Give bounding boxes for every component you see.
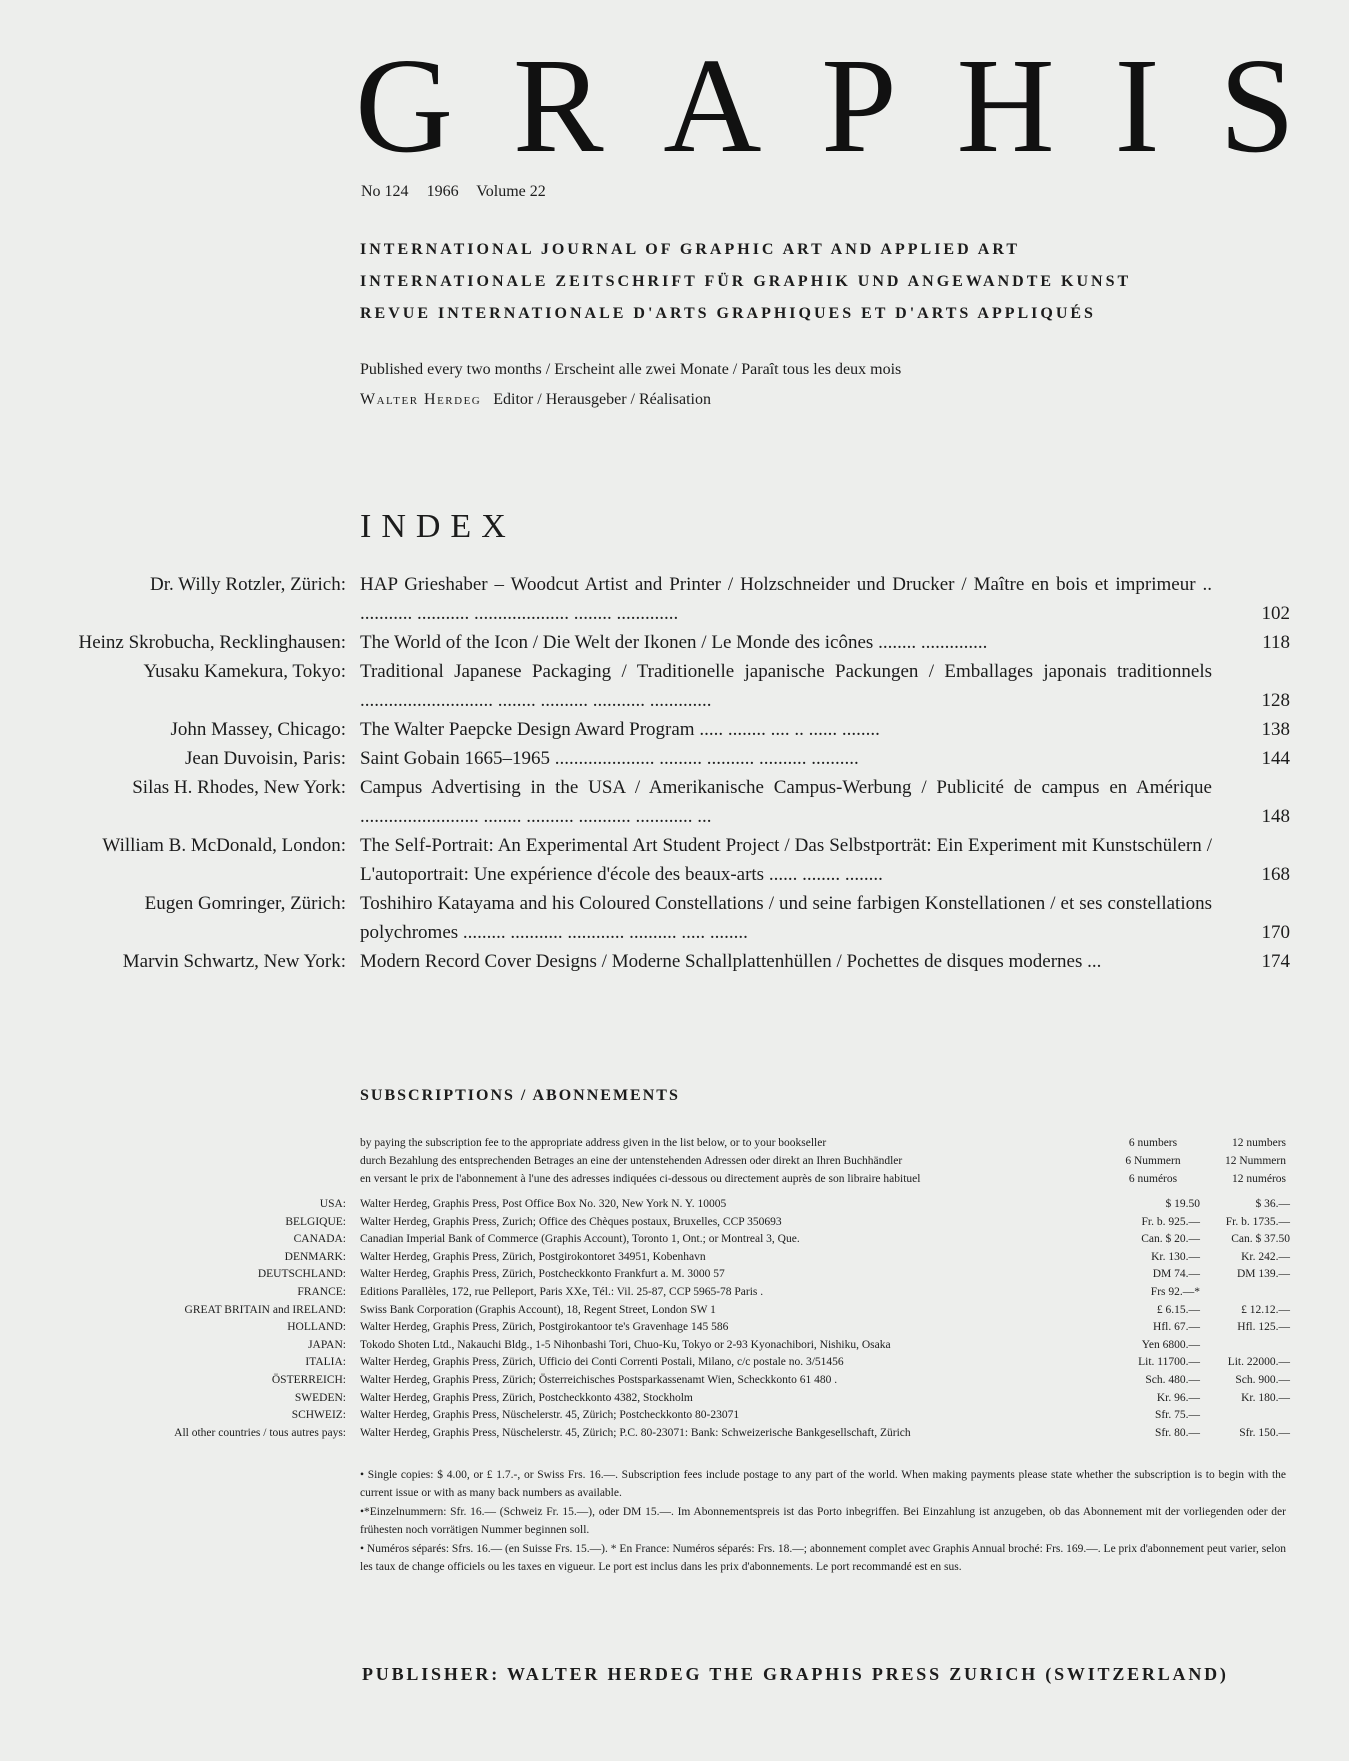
entry-page: 138 <box>1261 719 1290 740</box>
entry-page: 144 <box>1261 748 1290 769</box>
entry-page: 170 <box>1261 922 1290 943</box>
subscriptions-heading: SUBSCRIPTIONS / ABONNEMENTS <box>360 1087 680 1104</box>
subtitle-french: REVUE INTERNATIONALE D'ARTS GRAPHIQUES ET D'ARTS APPLIQUÉS <box>360 305 1096 322</box>
price-6-issues: Fr. b. 925.— <box>1141 1215 1200 1228</box>
publication-frequency: Published every two months / Erscheint alle zwei Monate / Paraît tous les deux mois <box>360 361 902 378</box>
note-german: •*Einzelnummern: Sfr. 16.— (Schweiz Fr. 15.—), oder DM 15.—. Im Abonnementspreis ist das Porto inbegriffen. Bei Einzahlung ist anzugeben, ob das Abonnement mit der vorliegenden oder der frühesten noch vorrätigen Nummer beginnen soll. <box>360 1506 1286 1536</box>
country-label: FRANCE: <box>297 1285 346 1298</box>
entry-author: Eugen Gomringer, Zürich: <box>144 893 346 914</box>
subscriptions-intro <box>360 1134 1290 1188</box>
intro-line <box>360 1170 1290 1188</box>
index-entry <box>0 715 1290 744</box>
entry-page: 118 <box>1262 632 1290 653</box>
price-12-issues: Sch. 900.— <box>1235 1373 1290 1386</box>
country-label: All other countries / tous autres pays: <box>174 1426 346 1439</box>
country-label: SWEDEN: <box>294 1391 346 1404</box>
intro-col-12: 12 Nummern <box>1224 1155 1286 1167</box>
subtitle-german: INTERNATIONALE ZEITSCHRIFT FÜR GRAPHIK UND ANGEWANDTE KUNST <box>360 273 1132 290</box>
entry-title: HAP Grieshaber – Woodcut Artist and Printer / Holzschneider und Drucker / Maître en bois et imprimeur .. ........... ........... .................... ........ ............. <box>360 574 1212 624</box>
price-6-issues: Hfl. 67.— <box>1153 1321 1200 1334</box>
subscription-address: Editions Parallèles, 172, rue Pelleport, Paris XXe, Tél.: Vil. 25-87, CCP 5965-78 Paris . <box>360 1285 764 1298</box>
entry-page: 174 <box>1261 951 1290 972</box>
subscription-address: Canadian Imperial Bank of Commerce (Graphis Account), Toronto 1, Ont.; or Montreal 3, Que. <box>360 1233 800 1246</box>
country-label: ÖSTERREICH: <box>271 1373 346 1386</box>
intro-text: by paying the subscription fee to the appropriate address given in the list below, or to your bookseller <box>360 1137 827 1149</box>
entry-page: 128 <box>1261 690 1290 711</box>
intro-text: en versant le prix de l'abonnement à l'une des adresses indiquées ci-dessous ou directement auprès de son libraire habituel <box>360 1173 921 1185</box>
masthead-letter: S <box>1219 31 1295 181</box>
intro-line <box>360 1152 1290 1170</box>
price-6-issues: £ 6.15.— <box>1156 1303 1200 1316</box>
entry-author: Marvin Schwartz, New York: <box>122 951 346 972</box>
price-6-issues: Can. $ 20.— <box>1141 1233 1200 1246</box>
editor-line <box>360 385 901 415</box>
entry-title: Toshihiro Katayama and his Coloured Constellations / und seine farbigen Konstellationen / et ses constellations polychromes ......... ........... ............ .......... ..... ........ <box>360 893 1212 943</box>
price-6-issues: Sfr. 75.— <box>1154 1409 1200 1422</box>
masthead-letter: I <box>1114 31 1160 181</box>
subscription-address: Walter Herdeg, Graphis Press, Zürich, Postcheckkonto 4382, Stockholm <box>360 1391 693 1404</box>
entry-title: Saint Gobain 1665–1965 ..................... ......... .......... .......... .......... <box>360 748 859 769</box>
masthead-letter: P <box>821 31 897 181</box>
price-6-issues: Kr. 130.— <box>1151 1250 1200 1263</box>
price-12-issues: $ 36.— <box>1255 1198 1290 1210</box>
subscription-address: Walter Herdeg, Graphis Press, Nüschelerstr. 45, Zürich; Postcheckkonto 80-23071 <box>360 1409 740 1422</box>
masthead-letter: G <box>355 31 454 181</box>
entry-title: Modern Record Cover Designs / Moderne Schallplattenhüllen / Pochettes de disques modernes ... <box>360 951 1102 972</box>
subscription-row <box>0 1425 1290 1443</box>
masthead-title <box>355 31 1295 181</box>
intro-line <box>360 1134 1290 1152</box>
issue-volume: Volume 22 <box>476 183 546 200</box>
index-entry <box>0 628 1290 657</box>
price-12-issues: Fr. b. 1735.— <box>1225 1215 1290 1228</box>
price-12-issues: Sfr. 150.— <box>1239 1426 1290 1439</box>
entry-page: 148 <box>1261 806 1290 827</box>
index-entry <box>0 657 1290 715</box>
subscription-address: Walter Herdeg, Graphis Press, Zürich, Ufficio dei Conti Correnti Postali, Milano, c/c postale no. 3/51456 <box>360 1356 844 1369</box>
issue-info <box>361 183 560 201</box>
masthead-letter: H <box>956 31 1055 181</box>
price-12-issues: DM 139.— <box>1236 1268 1290 1281</box>
editor-role: Editor / Herausgeber / Réalisation <box>493 391 711 408</box>
journal-subtitles <box>360 234 1131 330</box>
entry-author: John Massey, Chicago: <box>170 719 346 740</box>
country-label: GREAT BRITAIN and IRELAND: <box>184 1303 346 1316</box>
intro-col-12: 12 numbers <box>1232 1137 1286 1149</box>
masthead-letter: R <box>512 31 604 181</box>
country-label: DEUTSCHLAND: <box>257 1268 346 1281</box>
entry-title: The Walter Paepcke Design Award Program ..... ........ .... .. ...... ........ <box>360 719 880 740</box>
intro-text: durch Bezahlung des entsprechenden Betrages an eine der untenstehenden Adressen oder direkt an Ihren Buchhändler <box>360 1155 903 1167</box>
entry-page: 168 <box>1261 864 1290 885</box>
price-12-issues <box>1200 1407 1290 1425</box>
subscription-row <box>0 1249 1290 1267</box>
subscription-row <box>0 1284 1290 1302</box>
price-12-issues: Lit. 22000.— <box>1227 1356 1290 1369</box>
entry-author: Yusaku Kamekura, Tokyo: <box>143 661 346 682</box>
intro-col-12: 12 numéros <box>1232 1173 1286 1185</box>
subtitle-english: INTERNATIONAL JOURNAL OF GRAPHIC ART AND APPLIED ART <box>360 241 1020 258</box>
issue-year: 1966 <box>426 183 459 200</box>
price-12-issues: Can. $ 37.50 <box>1231 1233 1290 1246</box>
publisher-line: PUBLISHER: WALTER HERDEG THE GRAPHIS PRESS ZURICH (SWITZERLAND) <box>362 1664 1229 1684</box>
price-6-issues: DM 74.— <box>1152 1268 1200 1281</box>
country-label: CANADA: <box>293 1233 346 1246</box>
price-6-issues: Kr. 96.— <box>1156 1391 1200 1404</box>
price-6-issues: Lit. 11700.— <box>1138 1356 1200 1369</box>
subscription-address-list <box>0 1196 1290 1442</box>
country-label: HOLLAND: <box>287 1321 346 1334</box>
country-label: DENMARK: <box>284 1250 346 1263</box>
entry-author: Silas H. Rhodes, New York: <box>132 777 346 798</box>
price-12-issues: £ 12.12.— <box>1241 1303 1290 1316</box>
index-heading: INDEX <box>360 508 516 545</box>
country-label: JAPAN: <box>308 1338 346 1351</box>
note-french: • Numéros séparés: Sfrs. 16.— (en Suisse Frs. 15.—). * En France: Numéros séparés: Frs. 18.—; abonnement complet avec Graphis Annual broché: Frs. 169.—. Le prix d'abonnement peut varier, selon les taux de change officiels ou les taxes en vigueur. Le port est inclus dans les prix d'abonnements. Le port recommandé est en sus. <box>360 1543 1286 1573</box>
publication-info <box>360 355 901 415</box>
issue-number: No 124 <box>361 183 409 200</box>
price-12-issues <box>1200 1284 1290 1302</box>
price-6-issues: $ 19.50 <box>1165 1198 1200 1210</box>
subscription-row <box>0 1196 1290 1214</box>
note-english: • Single copies: $ 4.00, or £ 1.7.-, or Swiss Frs. 16.—. Subscription fees include postage to any part of the world. When making payments please state whether the subscription is to begin with the current issue or with as many back numbers as available. <box>360 1469 1286 1499</box>
subscription-row <box>0 1319 1290 1337</box>
subscription-row <box>0 1214 1290 1232</box>
index-entry <box>0 744 1290 773</box>
intro-col-6: 6 numbers <box>1128 1137 1178 1149</box>
subscription-notes <box>360 1466 1286 1577</box>
subscription-address: Walter Herdeg, Graphis Press, Zurich; Office des Chèques postaux, Bruxelles, CCP 350693 <box>360 1215 782 1228</box>
country-label: ITALIA: <box>305 1356 346 1369</box>
subscription-row <box>0 1231 1290 1249</box>
subscription-row <box>0 1302 1290 1320</box>
intro-col-6: 6 numéros <box>1128 1173 1178 1185</box>
index-entry <box>0 831 1290 889</box>
subscription-row <box>0 1390 1290 1408</box>
subscription-row <box>0 1372 1290 1390</box>
price-6-issues: Sch. 480.— <box>1145 1373 1200 1386</box>
country-label: SCHWEIZ: <box>291 1409 346 1422</box>
subscription-row <box>0 1354 1290 1372</box>
subscription-address: Walter Herdeg, Graphis Press, Zürich, Postcheckkonto Frankfurt a. M. 3000 57 <box>360 1268 725 1281</box>
entry-author: Jean Duvoisin, Paris: <box>185 748 346 769</box>
intro-col-6: 6 Nummern <box>1125 1155 1181 1167</box>
editor-name: Walter Herdeg <box>360 391 482 408</box>
subscription-address: Swiss Bank Corporation (Graphis Account), 18, Regent Street, London SW 1 <box>360 1303 716 1316</box>
country-label: BELGIQUE: <box>285 1215 346 1228</box>
country-label: USA: <box>319 1198 346 1210</box>
price-6-issues: Sfr. 80.— <box>1154 1426 1200 1439</box>
index-entry <box>0 889 1290 947</box>
subscription-address: Walter Herdeg, Graphis Press, Post Office Box No. 320, New York N. Y. 10005 <box>360 1198 727 1210</box>
entry-title: Traditional Japanese Packaging / Traditionelle japanische Packungen / Emballages japonais traditionnels ............................ ........ .......... ........... ............. <box>360 661 1212 711</box>
price-12-issues: Kr. 180.— <box>1241 1391 1290 1404</box>
price-12-issues: Hfl. 125.— <box>1237 1321 1290 1334</box>
entry-title: The World of the Icon / Die Welt der Ikonen / Le Monde des icônes ........ .............. <box>360 632 988 653</box>
price-12-issues: Kr. 242.— <box>1241 1250 1290 1263</box>
subscription-address: Tokodo Shoten Ltd., Nakauchi Bldg., 1-5 Nihonbashi Tori, Chuo-Ku, Tokyo or 2-93 Kyonachibori, Nishiku, Osaka <box>360 1338 891 1351</box>
index-list <box>0 570 1290 976</box>
subscription-address: Walter Herdeg, Graphis Press, Nüschelerstr. 45, Zürich; P.C. 80-23071: Bank: Schweizerische Bankgesellschaft, Zürich <box>360 1426 911 1439</box>
subscription-row <box>0 1337 1290 1355</box>
entry-author: Dr. Willy Rotzler, Zürich: <box>149 574 346 595</box>
subscription-row <box>0 1266 1290 1284</box>
index-entry <box>0 570 1290 628</box>
subscription-row <box>0 1407 1290 1425</box>
index-entry <box>0 773 1290 831</box>
entry-page: 102 <box>1261 603 1290 624</box>
subscription-address: Walter Herdeg, Graphis Press, Zürich, Postgirokontoret 34951, Kobenhavn <box>360 1250 706 1263</box>
subscription-address: Walter Herdeg, Graphis Press, Zürich, Postgirokantoor te's Gravenhage 145 586 <box>360 1321 729 1334</box>
price-6-issues: Frs 92.—* <box>1150 1285 1200 1298</box>
subscription-address: Walter Herdeg, Graphis Press, Zürich; Österreichisches Postsparkassenamt Wien, Scheckkonto 61 480 . <box>360 1373 838 1386</box>
index-entry <box>0 947 1290 976</box>
entry-title: Campus Advertising in the USA / Amerikanische Campus-Werbung / Publicité de campus en Amérique ......................... ........ .......... ........... ............ ... <box>360 777 1212 827</box>
masthead-letter: A <box>663 31 762 181</box>
price-6-issues: Yen 6800.— <box>1141 1338 1200 1351</box>
entry-title: The Self-Portrait: An Experimental Art Student Project / Das Selbstporträt: Ein Experiment mit Kunstschülern / L'autoportrait: Une expérience d'école des beaux-arts ...... ........ ........ <box>360 835 1212 885</box>
entry-author: Heinz Skrobucha, Recklinghausen: <box>78 632 346 653</box>
price-12-issues <box>1200 1337 1290 1355</box>
entry-author: William B. McDonald, London: <box>102 835 346 856</box>
